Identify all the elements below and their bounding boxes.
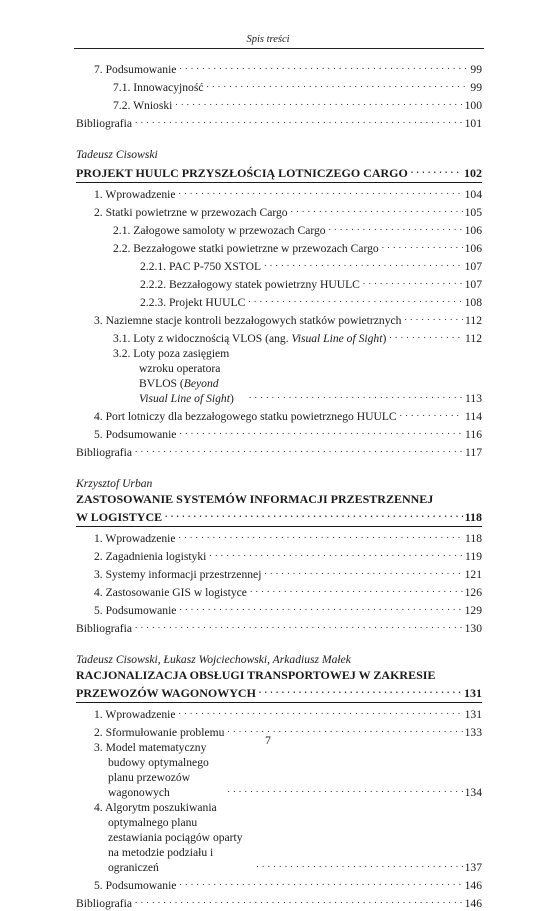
- leader-dots: [179, 875, 462, 890]
- leader-dots: [264, 564, 462, 579]
- leader-dots: [206, 77, 468, 92]
- toc-entry-page: 133: [464, 726, 482, 739]
- toc-entry[interactable]: [76, 274, 482, 292]
- leader-dots: [165, 507, 463, 522]
- toc-entry-page: 118: [465, 532, 482, 545]
- toc-entry-page: 129: [464, 604, 482, 617]
- toc-entry-label: 3.1. Loty z widocznością VLOS (ang. Visual Line of Sight): [113, 332, 387, 345]
- chapter-title[interactable]: [76, 507, 482, 527]
- leader-dots: [411, 163, 462, 178]
- chapter-title-line[interactable]: ZASTOSOWANIE SYSTEMÓW INFORMACJI PRZESTRZENNEJ: [76, 492, 434, 506]
- chapter-title[interactable]: [76, 163, 482, 183]
- leader-dots: [248, 292, 462, 307]
- chapter-title-page: 118: [464, 510, 482, 524]
- toc-entry[interactable]: [76, 618, 482, 636]
- chapter-author: Tadeusz Cisowski: [76, 148, 158, 161]
- chapter-title-label: PROJEKT HUULC PRZYSZŁOŚCIĄ LOTNICZEGO CARGO: [76, 166, 408, 180]
- toc-entry-label: 2. Statki powietrzne w przewozach Cargo: [94, 206, 288, 219]
- toc-entry[interactable]: [76, 256, 482, 274]
- leader-dots: [135, 893, 463, 908]
- toc-entry-label: 5. Podsumowanie: [94, 604, 177, 617]
- chapter-title-line[interactable]: RACJONALIZACJA OBSŁUGI TRANSPORTOWEJ W ZAKRESIE: [76, 668, 436, 682]
- leader-dots: [179, 600, 462, 615]
- toc-entry[interactable]: [76, 424, 482, 442]
- chapter-author: Tadeusz Cisowski, Łukasz Wojciechowski, Arkadiusz Małek: [76, 653, 351, 666]
- toc-entry-page: 99: [470, 81, 482, 94]
- header-rule: [74, 48, 484, 49]
- table-of-contents: [76, 59, 482, 911]
- leader-dots: [259, 683, 462, 698]
- running-head: Spis treści: [246, 34, 290, 45]
- toc-entry-label: 3. Systemy informacji przestrzennej: [94, 568, 262, 581]
- toc-entry-page: 99: [470, 63, 482, 76]
- toc-entry-label: Bibliografia: [76, 117, 133, 130]
- chapter-author: Krzysztof Urban: [76, 477, 153, 490]
- toc-entry-page: 113: [465, 392, 482, 405]
- leader-dots: [264, 256, 462, 271]
- page-number: 7: [265, 735, 271, 747]
- toc-entry-label: 4. Algorytm poszukiwania optymalnego planu zestawiania pociągów oparty na metodzie podziału i ograniczeń: [94, 801, 243, 874]
- toc-entry-page: 101: [464, 117, 482, 130]
- toc-entry-label: 3. Naziemne stacje kontroli bezzałogowych statków powietrznych: [94, 314, 402, 327]
- toc-entry[interactable]: [76, 59, 482, 77]
- toc-entry[interactable]: [76, 184, 482, 202]
- toc-entry-label: 1. Wprowadzenie: [94, 708, 176, 721]
- toc-entry-page: 107: [464, 278, 482, 291]
- toc-entry-page: 137: [464, 861, 482, 874]
- toc-entry[interactable]: [76, 875, 482, 893]
- toc-entry-page: 107: [464, 260, 482, 273]
- toc-entry[interactable]: [76, 800, 482, 875]
- leader-dots: [400, 406, 463, 421]
- toc-entry[interactable]: [76, 220, 482, 238]
- toc-entry-page: 105: [464, 206, 482, 219]
- leader-dots: [329, 220, 463, 235]
- leader-dots: [135, 113, 463, 128]
- leader-dots: [179, 528, 463, 543]
- toc-entry[interactable]: [76, 893, 482, 911]
- leader-dots: [179, 184, 463, 199]
- toc-entry-label: 2.2.1. PAC P-750 XSTOL: [140, 260, 262, 273]
- toc-entry-page: 131: [464, 708, 482, 721]
- chapter-title-label: PRZEWOZÓW WAGONOWYCH: [76, 686, 256, 700]
- leader-dots: [135, 442, 463, 457]
- toc-entry-page: 106: [464, 224, 482, 237]
- toc-entry[interactable]: [76, 582, 482, 600]
- toc-entry-page: 126: [464, 586, 482, 599]
- toc-entry-page: 119: [465, 550, 482, 563]
- chapter-title[interactable]: [76, 683, 482, 703]
- toc-entry-page: 114: [465, 410, 482, 423]
- toc-entry[interactable]: [76, 704, 482, 722]
- toc-entry[interactable]: [76, 292, 482, 310]
- leader-dots: [179, 704, 463, 719]
- toc-entry-label: 3.2. Loty poza zasięgiem wzroku operatora BVLOS (Beyond Visual Line of Sight): [113, 347, 234, 405]
- toc-entry-label: 2.2.2. Bezzałogowy statek powietrzny HUULC: [140, 278, 360, 291]
- toc-entry-page: 108: [464, 296, 482, 309]
- toc-entry-label: 2. Zagadnienia logistyki: [94, 550, 207, 563]
- leader-dots: [404, 310, 463, 325]
- toc-entry[interactable]: [76, 113, 482, 131]
- leader-dots: [179, 59, 468, 74]
- toc-entry-label: 3. Model matematyczny budowy optymalnego planu przewozów wagonowych: [94, 741, 209, 799]
- toc-entry[interactable]: [76, 546, 482, 564]
- toc-entry[interactable]: [76, 202, 482, 220]
- toc-entry-label: 4. Port lotniczy dla bezzałogowego statku powietrznego HUULC: [94, 410, 397, 423]
- toc-entry-label: 4. Zastosowanie GIS w logistyce: [94, 586, 247, 599]
- leader-dots: [382, 238, 463, 253]
- toc-entry[interactable]: [76, 346, 482, 406]
- toc-entry-label: Bibliografia: [76, 897, 133, 910]
- toc-entry[interactable]: [76, 310, 482, 328]
- toc-entry-page: 112: [465, 314, 482, 327]
- toc-entry-label: 2.2.3. Projekt HUULC: [140, 296, 246, 309]
- chapter-title-page: 131: [464, 686, 482, 700]
- leader-dots: [363, 274, 463, 289]
- toc-entry[interactable]: [76, 95, 482, 113]
- leader-dots: [135, 618, 463, 633]
- toc-entry[interactable]: [76, 406, 482, 424]
- toc-entry-page: 106: [464, 242, 482, 255]
- toc-entry-label: 5. Podsumowanie: [94, 879, 177, 892]
- toc-entry[interactable]: [76, 564, 482, 582]
- toc-entry-label: 1. Wprowadzenie: [94, 188, 176, 201]
- leader-dots: [179, 424, 463, 439]
- toc-entry-page: 146: [464, 897, 482, 910]
- toc-entry-label: 2.2. Bezzałogowe statki powietrzne w przewozach Cargo: [113, 242, 379, 255]
- toc-entry-page: 130: [464, 622, 482, 635]
- toc-entry[interactable]: [76, 328, 482, 346]
- leader-dots: [175, 95, 462, 110]
- toc-entry-label: 7.1. Innowacyjność: [113, 81, 204, 94]
- toc-entry-page: 116: [465, 428, 482, 441]
- toc-entry-label: 2. Sformułowanie problemu: [94, 726, 225, 739]
- leader-dots: [256, 857, 462, 872]
- toc-entry-label: Bibliografia: [76, 446, 133, 459]
- toc-entry-label: 7.2. Wnioski: [113, 99, 173, 112]
- toc-entry-page: 117: [465, 446, 482, 459]
- toc-entry-label: Bibliografia: [76, 622, 133, 635]
- chapter-title-label: W LOGISTYCE: [76, 510, 163, 524]
- leader-dots: [250, 582, 463, 597]
- leader-dots: [249, 388, 463, 403]
- toc-entry[interactable]: [76, 442, 482, 460]
- toc-entry-page: 112: [465, 332, 482, 345]
- leader-dots: [209, 546, 463, 561]
- toc-entry[interactable]: [76, 528, 482, 546]
- toc-entry-label: 2.1. Załogowe samoloty w przewozach Cargo: [113, 224, 326, 237]
- toc-entry[interactable]: [76, 740, 482, 800]
- toc-entry-page: 104: [464, 188, 482, 201]
- toc-entry-label: 1. Wprowadzenie: [94, 532, 176, 545]
- leader-dots: [228, 782, 463, 797]
- leader-dots: [389, 328, 463, 343]
- chapter-title-page: 102: [464, 166, 482, 180]
- toc-entry-page: 146: [464, 879, 482, 892]
- toc-entry-page: 100: [464, 99, 482, 112]
- toc-entry-page: 134: [464, 786, 482, 799]
- toc-entry[interactable]: [76, 238, 482, 256]
- toc-entry-label: 7. Podsumowanie: [94, 63, 177, 76]
- toc-entry[interactable]: [76, 600, 482, 618]
- toc-entry-page: 121: [464, 568, 482, 581]
- leader-dots: [291, 202, 463, 217]
- toc-entry[interactable]: [76, 77, 482, 95]
- toc-entry-label: 5. Podsumowanie: [94, 428, 177, 441]
